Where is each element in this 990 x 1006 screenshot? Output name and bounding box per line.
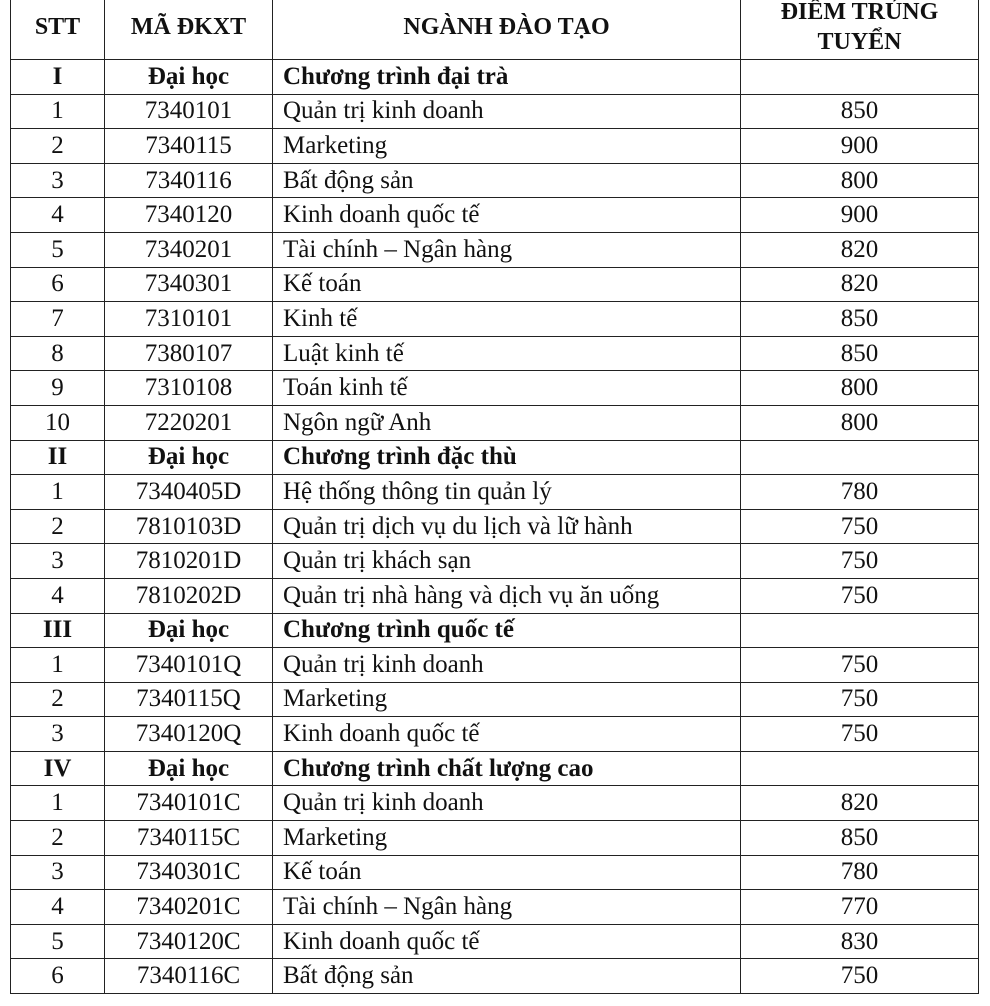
- cell-ma-dkxt: 7310101: [105, 302, 273, 337]
- header-diem-trung-tuyen: [741, 0, 979, 60]
- cell-stt: 3: [11, 717, 105, 752]
- table-row: [11, 890, 979, 925]
- cell-nganh: Kinh tế: [273, 302, 741, 337]
- cell-stt: 9: [11, 371, 105, 406]
- cell-nganh: Marketing: [273, 682, 741, 717]
- cell-nganh: Hệ thống thông tin quản lý: [273, 475, 741, 510]
- table-row: [11, 129, 979, 164]
- cell-diem: 750: [741, 682, 979, 717]
- cell-nganh: Toán kinh tế: [273, 371, 741, 406]
- table-row: [11, 232, 979, 267]
- cell-ma-dkxt: 7380107: [105, 336, 273, 371]
- cell-nganh: Kế toán: [273, 267, 741, 302]
- table-row: [11, 717, 979, 752]
- cell-stt: 5: [11, 924, 105, 959]
- cell-stt: 2: [11, 129, 105, 164]
- table-row: [11, 786, 979, 821]
- cell-stt: 8: [11, 336, 105, 371]
- cell-stt: 2: [11, 509, 105, 544]
- table-row: [11, 509, 979, 544]
- section-level: Đại học: [105, 751, 273, 786]
- cell-nganh: Quản trị khách sạn: [273, 544, 741, 579]
- cell-diem: 850: [741, 94, 979, 129]
- table-row: [11, 405, 979, 440]
- table-row: [11, 924, 979, 959]
- cell-stt: 10: [11, 405, 105, 440]
- cell-diem: 750: [741, 648, 979, 683]
- cell-stt: 3: [11, 855, 105, 890]
- section-roman: II: [11, 440, 105, 475]
- cell-diem: 830: [741, 924, 979, 959]
- cell-nganh: Bất động sản: [273, 163, 741, 198]
- cell-nganh: Bất động sản: [273, 959, 741, 994]
- cell-diem: 780: [741, 855, 979, 890]
- cell-stt: 6: [11, 959, 105, 994]
- cell-nganh: Luật kinh tế: [273, 336, 741, 371]
- header-nganh-dao-tao: NGÀNH ĐÀO TẠO: [273, 0, 741, 60]
- table-row: [11, 821, 979, 856]
- cell-ma-dkxt: 7340115Q: [105, 682, 273, 717]
- cell-ma-dkxt: 7340301: [105, 267, 273, 302]
- cell-diem: 850: [741, 302, 979, 337]
- cell-stt: 2: [11, 821, 105, 856]
- cell-nganh: Quản trị kinh doanh: [273, 786, 741, 821]
- cell-stt: 1: [11, 648, 105, 683]
- cell-ma-dkxt: 7340101: [105, 94, 273, 129]
- cell-diem: 850: [741, 336, 979, 371]
- section-roman: I: [11, 60, 105, 95]
- cell-nganh: Marketing: [273, 129, 741, 164]
- table-row: [11, 163, 979, 198]
- cell-ma-dkxt: 7340201: [105, 232, 273, 267]
- cell-stt: 1: [11, 94, 105, 129]
- cell-diem: 820: [741, 232, 979, 267]
- cell-ma-dkxt: 7340116C: [105, 959, 273, 994]
- section-level: Đại học: [105, 613, 273, 648]
- cell-stt: 4: [11, 198, 105, 233]
- cell-diem: 750: [741, 717, 979, 752]
- section-roman: IV: [11, 751, 105, 786]
- header-stt: STT: [11, 0, 105, 60]
- section-row: [11, 751, 979, 786]
- section-program: Chương trình đặc thù: [273, 440, 741, 475]
- table-body: [11, 60, 979, 994]
- cell-nganh: Quản trị kinh doanh: [273, 648, 741, 683]
- cell-nganh: Quản trị kinh doanh: [273, 94, 741, 129]
- cell-stt: 4: [11, 890, 105, 925]
- cell-ma-dkxt: 7340115C: [105, 821, 273, 856]
- cell-ma-dkxt: 7340120C: [105, 924, 273, 959]
- cell-ma-dkxt: 7810201D: [105, 544, 273, 579]
- cell-stt: 1: [11, 786, 105, 821]
- cell-ma-dkxt: 7340116: [105, 163, 273, 198]
- cell-ma-dkxt: 7340120: [105, 198, 273, 233]
- cell-stt: 3: [11, 163, 105, 198]
- cell-diem: 800: [741, 405, 979, 440]
- cell-ma-dkxt: 7810202D: [105, 578, 273, 613]
- section-program: Chương trình chất lượng cao: [273, 751, 741, 786]
- cell-nganh: Kinh doanh quốc tế: [273, 924, 741, 959]
- table-row: [11, 544, 979, 579]
- table-row: [11, 371, 979, 406]
- cell-diem: 820: [741, 267, 979, 302]
- header-ma-dkxt: MÃ ĐKXT: [105, 0, 273, 60]
- cell-ma-dkxt: 7310108: [105, 371, 273, 406]
- section-empty-cell: [741, 440, 979, 475]
- section-row: [11, 440, 979, 475]
- cell-ma-dkxt: 7340101C: [105, 786, 273, 821]
- table-row: [11, 578, 979, 613]
- cell-nganh: Kế toán: [273, 855, 741, 890]
- header-diem-line2: TUYỂN: [817, 29, 902, 55]
- cell-stt: 4: [11, 578, 105, 613]
- cell-diem: 770: [741, 890, 979, 925]
- table-row: [11, 855, 979, 890]
- table-row: [11, 198, 979, 233]
- cell-diem: 900: [741, 129, 979, 164]
- cell-ma-dkxt: 7340301C: [105, 855, 273, 890]
- cell-diem: 900: [741, 198, 979, 233]
- cell-nganh: Quản trị dịch vụ du lịch và lữ hành: [273, 509, 741, 544]
- cell-ma-dkxt: 7340201C: [105, 890, 273, 925]
- cell-diem: 750: [741, 509, 979, 544]
- section-program: Chương trình đại trà: [273, 60, 741, 95]
- section-empty-cell: [741, 613, 979, 648]
- section-row: [11, 60, 979, 95]
- table-row: [11, 475, 979, 510]
- cell-ma-dkxt: 7220201: [105, 405, 273, 440]
- cell-diem: 850: [741, 821, 979, 856]
- cell-ma-dkxt: 7340115: [105, 129, 273, 164]
- cell-nganh: Quản trị nhà hàng và dịch vụ ăn uống: [273, 578, 741, 613]
- cell-diem: 800: [741, 163, 979, 198]
- section-level: Đại học: [105, 440, 273, 475]
- cell-nganh: Marketing: [273, 821, 741, 856]
- cell-diem: 780: [741, 475, 979, 510]
- table-row: [11, 94, 979, 129]
- cell-stt: 7: [11, 302, 105, 337]
- cell-diem: 750: [741, 578, 979, 613]
- table-row: [11, 302, 979, 337]
- cell-nganh: Tài chính – Ngân hàng: [273, 890, 741, 925]
- cell-diem: 800: [741, 371, 979, 406]
- section-level: Đại học: [105, 60, 273, 95]
- cell-ma-dkxt: 7340120Q: [105, 717, 273, 752]
- cell-ma-dkxt: 7810103D: [105, 509, 273, 544]
- cell-nganh: Kinh doanh quốc tế: [273, 198, 741, 233]
- section-empty-cell: [741, 751, 979, 786]
- table-header-row: [11, 0, 979, 60]
- cell-nganh: Tài chính – Ngân hàng: [273, 232, 741, 267]
- cell-stt: 6: [11, 267, 105, 302]
- cell-stt: 2: [11, 682, 105, 717]
- section-row: [11, 613, 979, 648]
- cell-ma-dkxt: 7340101Q: [105, 648, 273, 683]
- cell-stt: 1: [11, 475, 105, 510]
- admission-score-table: [10, 0, 979, 994]
- section-program: Chương trình quốc tế: [273, 613, 741, 648]
- table-row: [11, 959, 979, 994]
- header-diem-line1: ĐIỂM TRÚNG: [780, 0, 939, 25]
- table-row: [11, 267, 979, 302]
- cell-diem: 820: [741, 786, 979, 821]
- table-row: [11, 648, 979, 683]
- cell-stt: 3: [11, 544, 105, 579]
- cell-ma-dkxt: 7340405D: [105, 475, 273, 510]
- section-empty-cell: [741, 60, 979, 95]
- cell-nganh: Kinh doanh quốc tế: [273, 717, 741, 752]
- table-row: [11, 336, 979, 371]
- section-roman: III: [11, 613, 105, 648]
- cell-diem: 750: [741, 959, 979, 994]
- cell-diem: 750: [741, 544, 979, 579]
- cell-nganh: Ngôn ngữ Anh: [273, 405, 741, 440]
- cell-stt: 5: [11, 232, 105, 267]
- table-row: [11, 682, 979, 717]
